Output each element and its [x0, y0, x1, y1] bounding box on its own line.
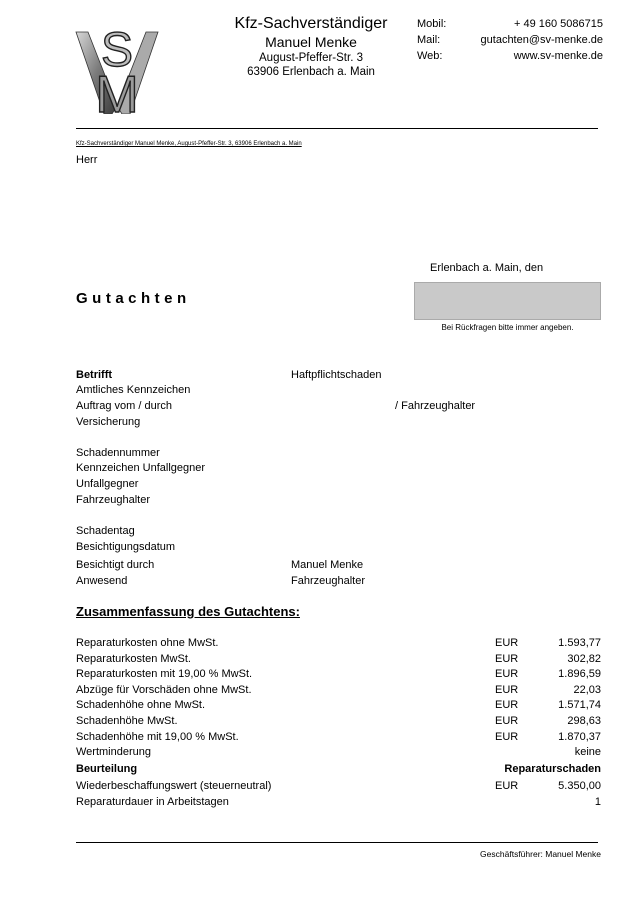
summary-row: Schadenhöhe ohne MwSt. EUR 1.571,74 — [76, 699, 601, 711]
detail-label-besichtigt: Besichtigt durch — [76, 559, 155, 571]
contact-block — [417, 16, 603, 64]
place-date: Erlenbach a. Main, den — [430, 262, 544, 274]
street: August-Pfeffer-Str. 3 — [259, 52, 363, 64]
reference-note: Bei Rückfragen bitte immer angeben. — [441, 323, 574, 332]
detail-value-auftrag: / Fahrzeughalter — [395, 400, 476, 412]
recipient-salutation: Herr — [76, 154, 98, 166]
summary-row: Reparaturkosten mit 19,00 % MwSt. EUR 1.896,59 — [76, 668, 601, 680]
city: 63906 Erlenbach a. Main — [247, 66, 375, 78]
detail-label-besichtigungsdatum: Besichtigungsdatum — [76, 541, 176, 553]
detail-label-kennzeichen-gegner: Kennzeichen Unfallgegner — [76, 462, 206, 474]
contact-mail: Mail: gutachten@sv-menke.de — [417, 34, 603, 46]
detail-value-besichtigt: Manuel Menke — [291, 559, 364, 571]
web-link[interactable]: www.sv-menke.de — [513, 50, 603, 62]
detail-label-fahrzeughalter: Fahrzeughalter — [76, 494, 150, 506]
summary-heading: Zusammenfassung des Gutachtens: — [76, 604, 300, 619]
sender-line: Kfz-Sachverständiger Manuel Menke, August-Pfeffer-Str. 3, 63906 Erlenbach a. Main — [76, 141, 302, 147]
detail-label-unfallgegner: Unfallgegner — [76, 478, 139, 490]
document-title: Gutachten — [76, 290, 191, 307]
detail-label-auftrag: Auftrag vom / durch — [76, 400, 172, 412]
footer-manager: Geschäftsführer: Manuel Menke — [480, 849, 601, 859]
detail-label-betrifft: Betrifft — [76, 369, 113, 381]
detail-label-schadennummer: Schadennummer — [76, 447, 160, 459]
summary-row: Wertminderung keine — [76, 746, 601, 758]
summary-row: Reparaturkosten MwSt. EUR 302,82 — [76, 653, 601, 665]
logo-letter-m: M — [95, 66, 139, 114]
expert-name: Manuel Menke — [265, 34, 357, 50]
reference-box — [414, 282, 601, 320]
contact-web: Web: www.sv-menke.de — [417, 50, 603, 62]
summary-row: Schadenhöhe mit 19,00 % MwSt. EUR 1.870,37 — [76, 731, 601, 743]
detail-label-kennzeichen: Amtliches Kennzeichen — [76, 384, 191, 396]
summary-row-assessment: Beurteilung Reparaturschaden — [76, 763, 601, 775]
letterhead-address — [196, 14, 426, 79]
mail-link[interactable]: gutachten@sv-menke.de — [480, 34, 603, 46]
detail-label-anwesend: Anwesend — [76, 575, 128, 587]
detail-label-versicherung: Versicherung — [76, 416, 141, 428]
logo-letter-s: S — [100, 24, 134, 77]
company-logo — [74, 14, 160, 114]
summary-row: Reparaturkosten ohne MwSt. EUR 1.593,77 — [76, 637, 601, 649]
summary-row: Schadenhöhe MwSt. EUR 298,63 — [76, 715, 601, 727]
summary-row: Abzüge für Vorschäden ohne MwSt. EUR 22,03 — [76, 684, 601, 696]
footer-divider — [76, 842, 598, 843]
detail-value-anwesend: Fahrzeughalter — [291, 575, 365, 587]
detail-value-betrifft: Haftpflichtschaden — [291, 369, 382, 381]
header-divider — [76, 128, 598, 129]
logo-letter-v: V — [116, 14, 118, 15]
summary-row: Reparaturdauer in Arbeitstagen 1 — [76, 796, 601, 808]
contact-mobile: Mobil: + 49 160 5086715 — [417, 18, 603, 30]
company-title: Kfz-Sachverständiger — [234, 15, 388, 32]
detail-label-schadentag: Schadentag — [76, 525, 135, 537]
summary-row: Wiederbeschaffungswert (steuerneutral) EUR 5.350,00 — [76, 780, 601, 792]
